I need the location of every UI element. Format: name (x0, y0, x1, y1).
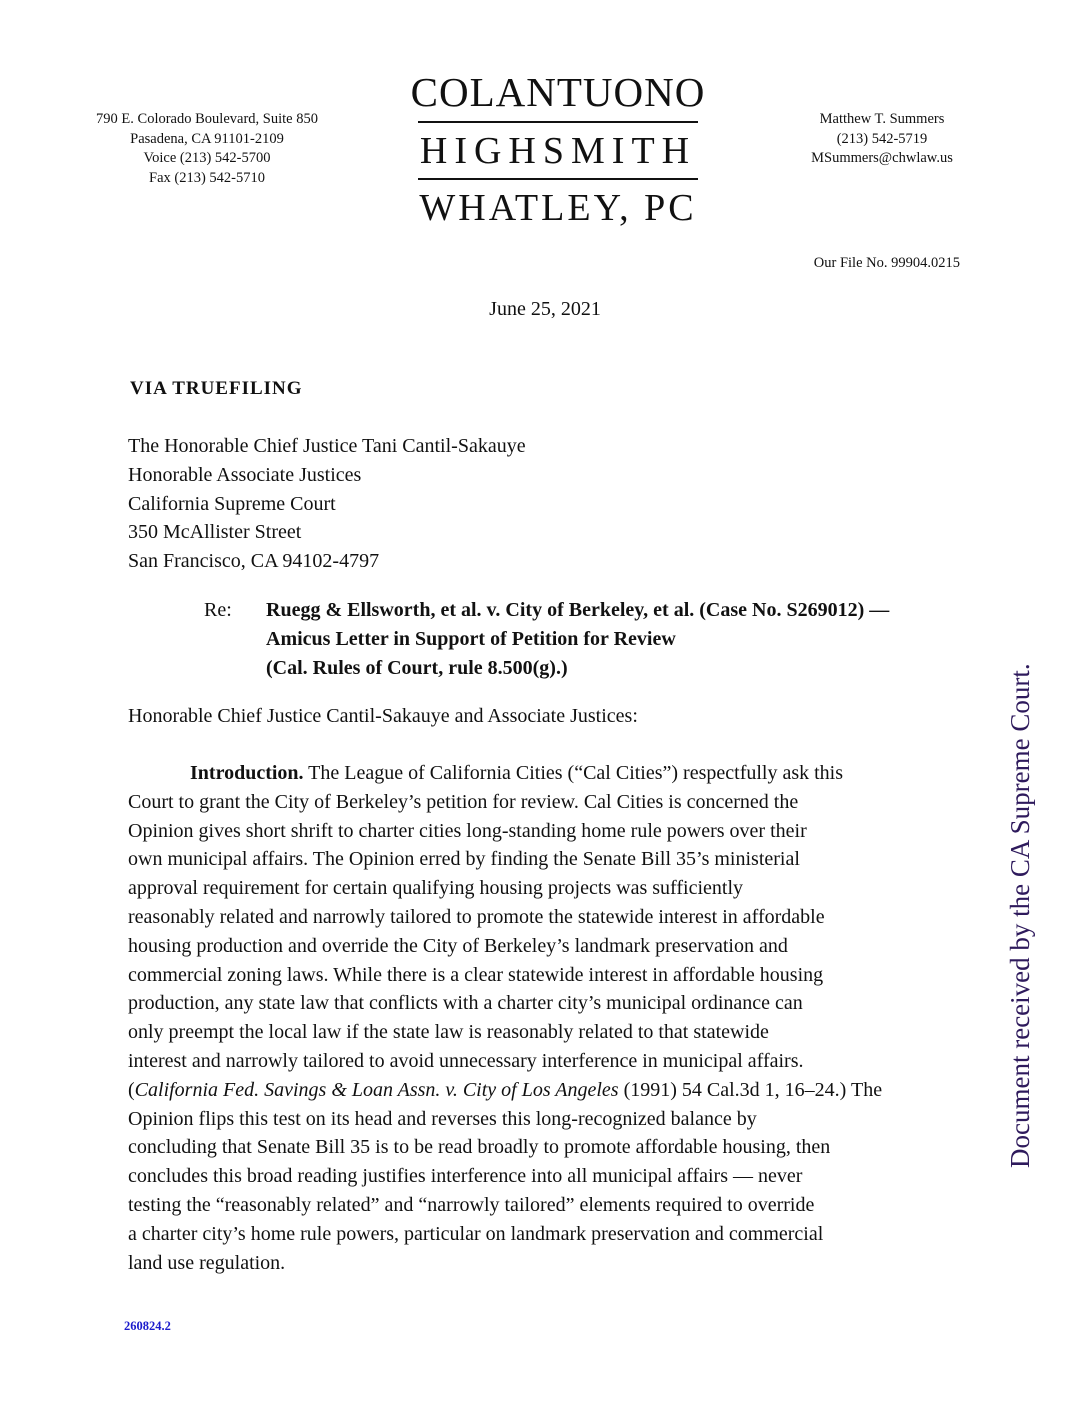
delivery-method: VIA TRUEFILING (130, 378, 303, 399)
paragraph-line: interest and narrowly tailored to avoid unnecessary interference in municipal affairs. (128, 1049, 804, 1072)
firm-address (62, 110, 352, 188)
recipient-line: Honorable Associate Justices (128, 463, 362, 486)
paragraph-line: Opinion gives short shrift to charter cities long-standing home rule powers over their (128, 819, 807, 842)
author-contact (776, 110, 988, 169)
paragraph-line: Opinion flips this test on its head and reverses this long-recognized balance by (128, 1107, 757, 1130)
paragraph-line: only preempt the local law if the state law is reasonably related to that statewide (128, 1021, 769, 1044)
firm-logo (408, 68, 708, 230)
paragraph-line: production, any state law that conflicts with a charter city’s municipal ordinance can (128, 992, 803, 1015)
letter-date: June 25, 2021 (489, 298, 601, 320)
case-citation: California Fed. Savings & Loan Assn. v. City of Los Angeles (134, 1078, 619, 1101)
file-number: Our File No. 99904.0215 (813, 255, 960, 271)
paragraph-line: own municipal affairs. The Opinion erred by finding the Senate Bill 35’s ministerial (128, 848, 800, 871)
paragraph-line: approval requirement for certain qualifying housing projects was sufficiently (128, 877, 743, 900)
court-received-stamp: Document received by the CA Supreme Court. (1005, 663, 1035, 1168)
logo-line-2: HIGHSMITH (419, 130, 697, 172)
citation-line: (California Fed. Savings & Loan Assn. v. City of Los Angeles (1991) 54 Cal.3d 1, 16–24.) The (128, 1078, 883, 1101)
section-heading: Introduction. (190, 762, 304, 784)
salutation: Honorable Chief Justice Cantil-Sakauye and Associate Justices: (128, 705, 638, 727)
paragraph-line: land use regulation. (128, 1251, 286, 1274)
phone-voice: Voice (213) 542-5700 (143, 150, 271, 166)
recipient-line: California Supreme Court (128, 492, 336, 515)
paragraph-line: Introduction. The League of California Cities (“Cal Cities”) respectfully ask this (190, 762, 844, 784)
recipient-line: San Francisco, CA 94102-4797 (128, 550, 380, 573)
paragraph-line: a charter city’s home rule powers, particular on landmark preservation and commercial (128, 1222, 824, 1245)
author-email[interactable]: MSummers@chwlaw.us (811, 150, 953, 166)
re-line: Ruegg & Ellsworth, et al. v. City of Berkeley, et al. (Case No. S269012) — (266, 599, 890, 621)
paragraph-line: reasonably related and narrowly tailored to promote the statewide interest in affordable (128, 905, 825, 928)
re-line: (Cal. Rules of Court, rule 8.500(g).) (266, 656, 568, 679)
paragraph-line: Court to grant the City of Berkeley’s petition for review. Cal Cities is concerned the (128, 790, 799, 813)
re-subject (266, 596, 889, 682)
recipient-line: 350 McAllister Street (128, 521, 302, 544)
re-line: Amicus Letter in Support of Petition for Review (266, 627, 676, 650)
document-id: 260824.2 (124, 1319, 171, 1333)
introduction-paragraph (128, 759, 974, 1277)
paragraph-line: concludes this broad reading justifies interference into all municipal affairs — never (128, 1165, 803, 1188)
paragraph-line: commercial zoning laws. While there is a clear statewide interest in affordable housing (128, 963, 824, 986)
logo-line-1: COLANTUONO (410, 69, 706, 115)
author-name: Matthew T. Summers (819, 111, 945, 127)
logo-line-3: WHATLEY, PC (419, 187, 697, 229)
recipient-address (128, 432, 526, 576)
logo-divider (418, 178, 698, 180)
address-line: 790 E. Colorado Boulevard, Suite 850 (96, 111, 318, 127)
recipient-line: The Honorable Chief Justice Tani Cantil-Sakauye (128, 435, 526, 457)
author-phone: (213) 542-5719 (836, 130, 928, 147)
paragraph-line: concluding that Senate Bill 35 is to be read broadly to promote affordable housing, then (128, 1136, 831, 1159)
paragraph-line: housing production and override the City of Berkeley’s landmark preservation and (128, 934, 788, 957)
paragraph-line: testing the “reasonably related” and “narrowly tailored” elements required to override (128, 1193, 815, 1216)
phone-fax: Fax (213) 542-5710 (149, 169, 265, 186)
re-label: Re: (204, 599, 232, 621)
logo-divider (418, 121, 698, 123)
address-line: Pasadena, CA 91101-2109 (130, 130, 284, 147)
